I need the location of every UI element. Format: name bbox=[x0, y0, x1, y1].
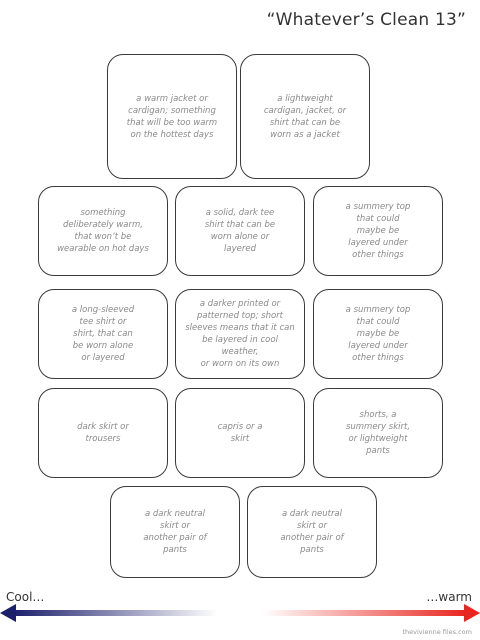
card-label: dark skirt or trousers bbox=[77, 422, 129, 444]
card-label: capris or a skirt bbox=[217, 422, 263, 444]
arrow-shaft bbox=[14, 610, 466, 616]
arrow-head-left bbox=[0, 604, 16, 622]
card-summery-top-1 bbox=[313, 186, 443, 276]
card-label: a solid, dark tee shirt that can be worn alone or layered bbox=[204, 208, 276, 254]
card-deliberately-warm bbox=[38, 186, 168, 276]
warm-label: …warm bbox=[426, 590, 472, 604]
card-solid-dark-tee bbox=[175, 186, 305, 276]
cool-to-warm-arrow-icon bbox=[0, 602, 480, 624]
card-dark-neutral-skirt-1 bbox=[110, 486, 240, 578]
card-label: a dark neutral skirt or another pair of pants bbox=[143, 509, 207, 555]
card-label: a lightweight cardigan, jacket, or shirt that can be worn as a jacket bbox=[263, 93, 347, 140]
arrow-head-right bbox=[464, 604, 480, 622]
card-long-sleeved-tee bbox=[38, 289, 168, 379]
card-shorts-summery-skirt bbox=[313, 388, 443, 478]
card-dark-skirt-trousers bbox=[38, 388, 168, 478]
card-label: a darker printed or patterned top; short sleeves means that it can be layered in cool weather, or worn on its own bbox=[185, 299, 295, 369]
card-warm-jacket bbox=[107, 54, 237, 179]
site-credit: thevivienne files.com bbox=[402, 628, 472, 636]
card-label: a summery top that could maybe be layered under other things bbox=[345, 305, 411, 363]
card-label: a summery top that could maybe be layered under other things bbox=[345, 202, 411, 260]
card-label: shorts, a summery skirt, or lightweight pants bbox=[345, 410, 411, 456]
card-label: a long-sleeved tee shirt or shirt, that can be worn alone or layered bbox=[71, 305, 135, 363]
card-summery-top-2 bbox=[313, 289, 443, 379]
card-label: something deliberately warm, that won’t be wearable on hot days bbox=[57, 208, 149, 254]
card-label: a warm jacket or cardigan; something that will be too warm on the hottest days bbox=[126, 93, 218, 140]
card-lightweight-cardigan bbox=[240, 54, 370, 179]
card-darker-printed-top bbox=[175, 289, 305, 379]
cool-label: Cool… bbox=[6, 590, 45, 604]
page-title: “Whatever’s Clean 13” bbox=[266, 10, 466, 30]
card-capris-skirt bbox=[175, 388, 305, 478]
card-label: a dark neutral skirt or another pair of pants bbox=[280, 509, 344, 555]
card-dark-neutral-skirt-2 bbox=[247, 486, 377, 578]
